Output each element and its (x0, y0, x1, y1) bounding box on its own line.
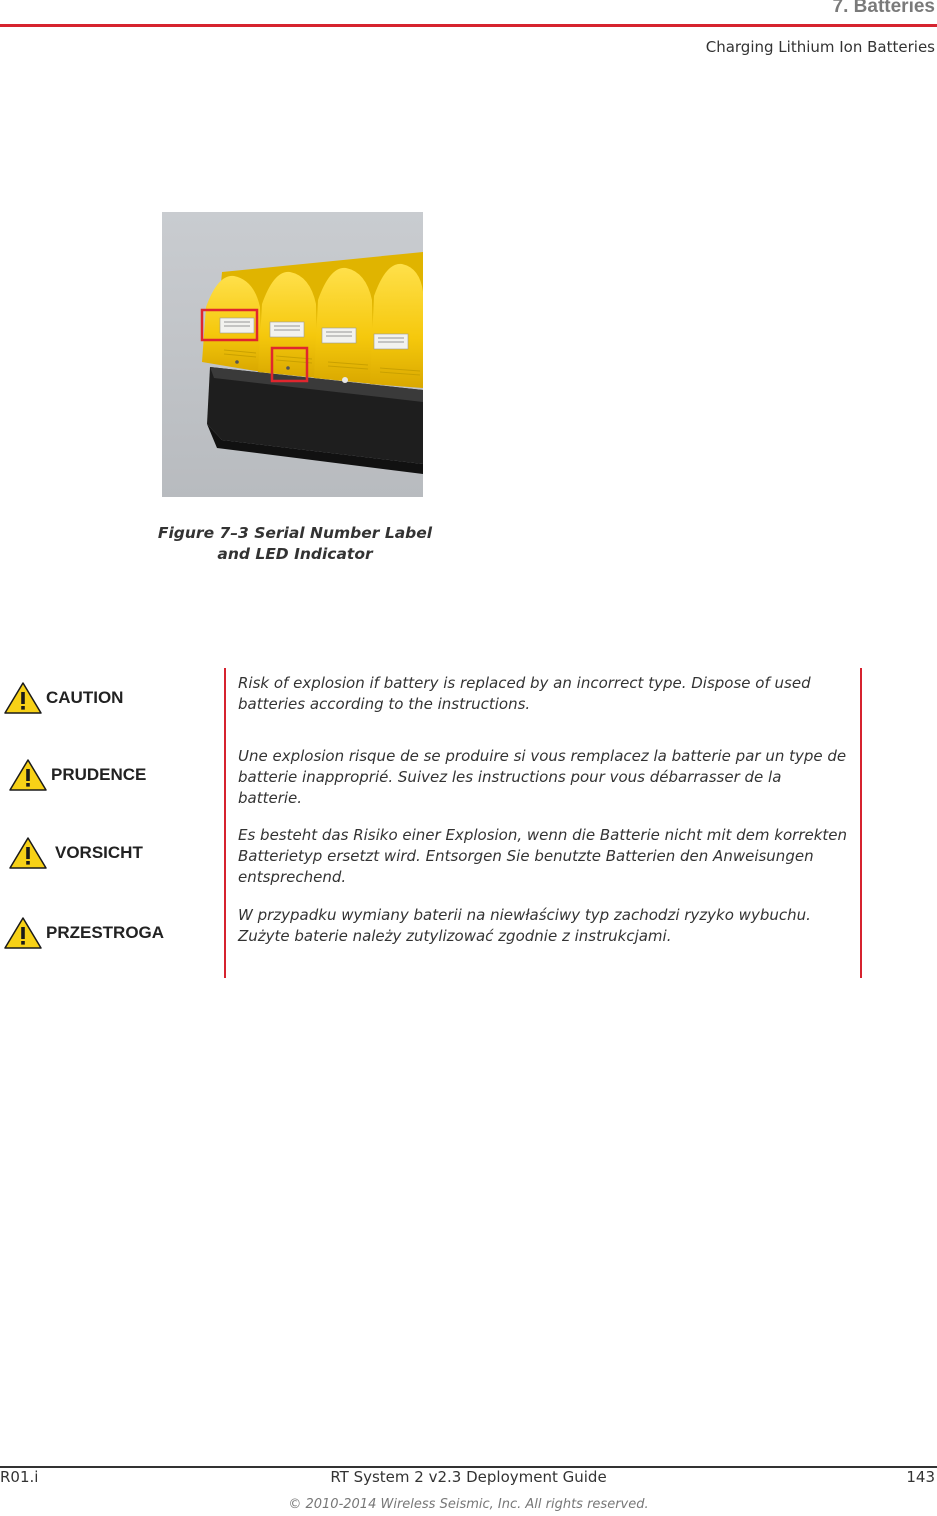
page-number: 143 (906, 1468, 935, 1486)
figure-caption (110, 523, 480, 565)
chapter-title: 7. Batteries (832, 0, 935, 17)
copyright-notice: © 2010-2014 Wireless Seismic, Inc. All rights reserved. (288, 1497, 649, 1512)
warning-text-vorsicht: Es besteht das Risiko einer Explosion, wenn die Batterie nicht mit dem korrekten Batterietyp ersetzt wird. Entsorgen Sie benutzte Batterien den Anweisungen entsprechend. (238, 826, 848, 886)
warning-text-przestroga: W przypadku wymiany baterii na niewłaściwy typ zachodzi ryzyko wybuchu. Zużyte baterie należy zutylizować zgodnie z instrukcjami. (238, 906, 811, 945)
warning-text-prudence: Une explosion risque de se produire si vous remplacez la batterie par un type de batterie inapproprié. Suivez les instructions pour vous débarrasser de la batterie. (238, 747, 847, 807)
warning-label-vorsicht (8, 836, 143, 870)
warning-triangle-icon (3, 681, 43, 715)
warning-label-prudence (8, 758, 146, 792)
warning-triangle-icon (3, 916, 43, 950)
footer-doc-title: RT System 2 v2.3 Deployment Guide (330, 1468, 607, 1486)
warning-table-right-border (860, 668, 862, 978)
warning-label-text: PRUDENCE (51, 765, 147, 784)
warning-label-text: VORSICHT (55, 843, 143, 862)
warning-label-text: PRZESTROGA (46, 923, 165, 942)
caption-line-1: Figure 7–3 Serial Number Label (157, 524, 433, 542)
header-divider (0, 24, 937, 27)
footer-revision: R01.i (0, 1468, 39, 1486)
warning-label-przestroga (3, 916, 164, 950)
section-title: Charging Lithium Ion Batteries (705, 38, 935, 56)
warning-label-text: CAUTION (46, 688, 124, 707)
caption-line-2: and LED Indicator (217, 545, 373, 563)
warning-triangle-icon (8, 836, 48, 870)
battery-photo (162, 212, 423, 497)
warning-triangle-icon (8, 758, 48, 792)
warning-text-caution: Risk of explosion if battery is replaced by an incorrect type. Dispose of used batteries according to the instructions. (238, 674, 811, 713)
warning-label-caution (3, 681, 123, 715)
warning-table-left-border (224, 668, 226, 978)
